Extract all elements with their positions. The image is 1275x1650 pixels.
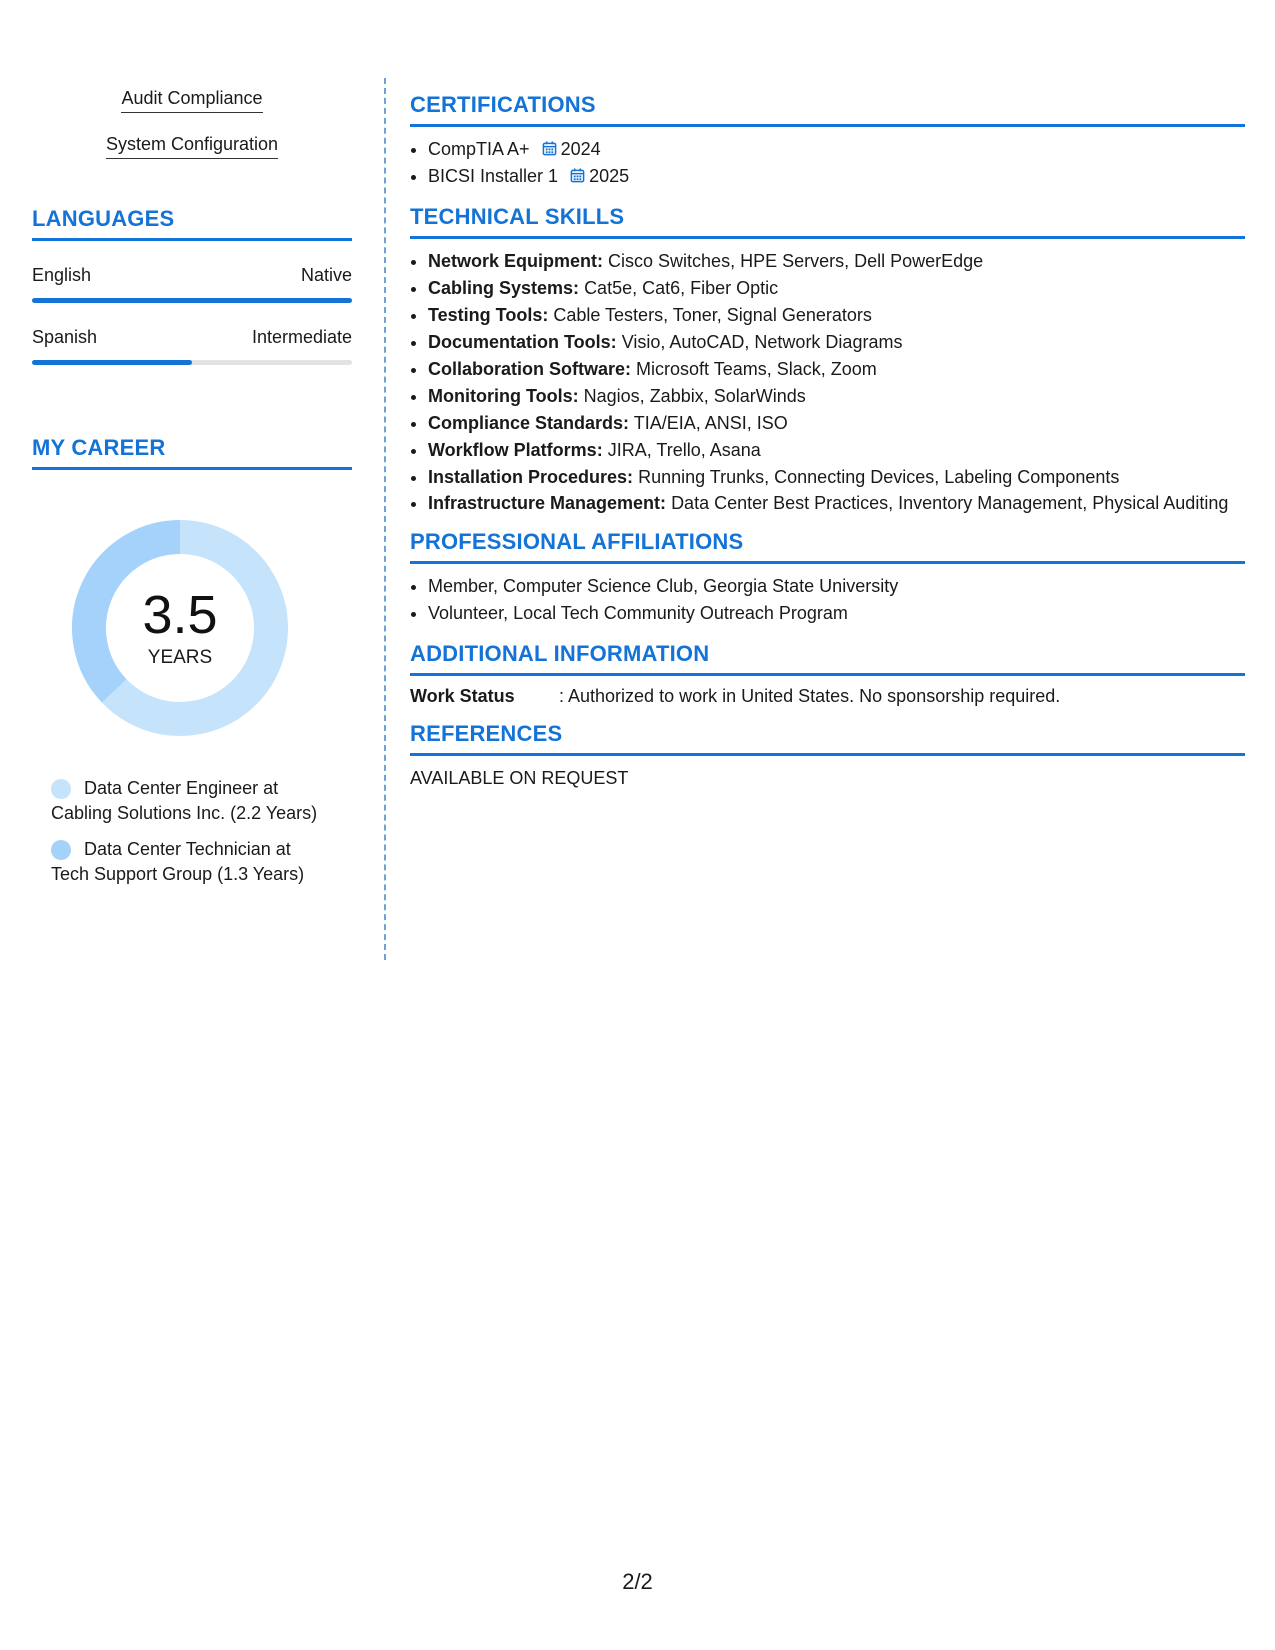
page-number: 2/2 — [622, 1569, 653, 1594]
skill-label: Network Equipment: — [428, 251, 604, 271]
languages-section — [32, 206, 352, 365]
references-title: REFERENCES — [410, 721, 1245, 756]
skill-label: Compliance Standards: — [428, 413, 630, 433]
technical-skills-section — [410, 204, 1245, 515]
skill-label: Installation Procedures: — [428, 467, 634, 487]
skill-item — [428, 491, 1245, 515]
language-level: Intermediate — [251, 327, 352, 347]
skill-label: Cabling Systems: — [428, 278, 580, 298]
language-name: English — [32, 265, 92, 285]
references-section — [410, 721, 1245, 789]
legend-dot — [51, 840, 71, 860]
career-total-years: 3.5 — [142, 585, 218, 645]
affiliations-title: PROFESSIONAL AFFILIATIONS — [410, 529, 1245, 564]
work-status-value: : Authorized to work in United States. No sponsorship required. — [559, 686, 1061, 706]
skill-item — [428, 383, 1245, 410]
skill-item — [428, 302, 1245, 329]
certification-year: 2024 — [560, 139, 601, 159]
language-item — [32, 265, 352, 303]
skill-value: Cable Testers, Toner, Signal Generators — [553, 305, 872, 325]
career-title: MY CAREER — [32, 435, 352, 470]
additional-info-section — [410, 641, 1245, 707]
affiliation-item: • Member, Computer Science Club, Georgia State University — [428, 573, 1245, 600]
career-role-text: Data Center Technician at Tech Support Group (1.3 Years) — [51, 839, 305, 884]
skill-value: Cat5e, Cat6, Fiber Optic — [584, 278, 779, 298]
career-role — [51, 837, 326, 887]
skill-item — [428, 275, 1245, 302]
calendar-icon — [542, 141, 557, 156]
skill-value: Microsoft Teams, Slack, Zoom — [636, 359, 877, 379]
languages-title: LANGUAGES — [32, 206, 352, 241]
career-role — [51, 776, 326, 826]
career-donut-chart — [66, 514, 294, 742]
affiliations-section — [410, 529, 1245, 627]
certifications-title: CERTIFICATIONS — [410, 92, 1245, 127]
donut-center — [66, 514, 294, 742]
technical-skills-list — [410, 248, 1245, 515]
column-divider — [384, 78, 386, 960]
affiliations-list — [410, 573, 1245, 627]
skill-label: Documentation Tools: — [428, 332, 617, 352]
language-name: Spanish — [32, 327, 98, 347]
skill-value: Cisco Switches, HPE Servers, Dell PowerEdge — [608, 251, 984, 271]
skill-value: TIA/EIA, ANSI, ISO — [633, 413, 788, 433]
skill-item — [428, 329, 1245, 356]
skill-tags — [32, 88, 352, 180]
language-level: Native — [300, 265, 352, 285]
skill-label: Testing Tools: — [428, 305, 549, 325]
skill-item — [428, 410, 1245, 437]
language-item — [32, 327, 352, 365]
skill-tag: Audit Compliance — [121, 88, 262, 113]
legend-dot — [51, 779, 71, 799]
skill-item — [428, 464, 1245, 491]
right-column — [410, 78, 1245, 803]
language-proficiency-bar — [32, 298, 352, 303]
skill-tag: System Configuration — [106, 134, 278, 159]
language-proficiency-fill — [32, 298, 352, 303]
skill-label: Collaboration Software: — [428, 359, 632, 379]
career-years-label: YEARS — [147, 647, 213, 668]
left-column — [32, 78, 352, 898]
career-section — [32, 435, 352, 887]
skill-value: Nagios, Zabbix, SolarWinds — [583, 386, 806, 406]
skill-value: Visio, AutoCAD, Network Diagrams — [621, 332, 903, 352]
certification-item — [428, 163, 1245, 190]
additional-info-title: ADDITIONAL INFORMATION — [410, 641, 1245, 676]
skill-item — [428, 437, 1245, 464]
certifications-list — [410, 136, 1245, 190]
technical-skills-title: TECHNICAL SKILLS — [410, 204, 1245, 239]
certification-item — [428, 136, 1245, 163]
work-status-label: Work Status — [410, 686, 515, 706]
work-status-row — [410, 686, 1245, 707]
certification-name: CompTIA A+ — [428, 139, 530, 159]
skill-label: Infrastructure Management: — [428, 493, 667, 513]
skill-label: Monitoring Tools: — [428, 386, 579, 406]
certification-name: BICSI Installer 1 — [428, 166, 559, 186]
skill-value: JIRA, Trello, Asana — [607, 440, 761, 460]
career-role-text: Data Center Engineer at Cabling Solutions Inc. (2.2 Years) — [51, 778, 318, 823]
skill-label: Workflow Platforms: — [428, 440, 603, 460]
skill-value: Running Trunks, Connecting Devices, Labeling Components — [638, 467, 1120, 487]
certifications-section — [410, 92, 1245, 190]
language-proficiency-bar — [32, 360, 352, 365]
calendar-icon — [570, 168, 585, 183]
skill-item — [428, 356, 1245, 383]
career-legend — [32, 776, 326, 887]
language-proficiency-fill — [32, 360, 192, 365]
skill-item — [428, 248, 1245, 275]
skill-value: Data Center Best Practices, Inventory Management, Physical Auditing — [671, 493, 1229, 513]
certification-year: 2025 — [589, 166, 630, 186]
references-text: AVAILABLE ON REQUEST — [410, 768, 629, 788]
affiliation-item: • Volunteer, Local Tech Community Outreach Program — [428, 600, 1245, 627]
